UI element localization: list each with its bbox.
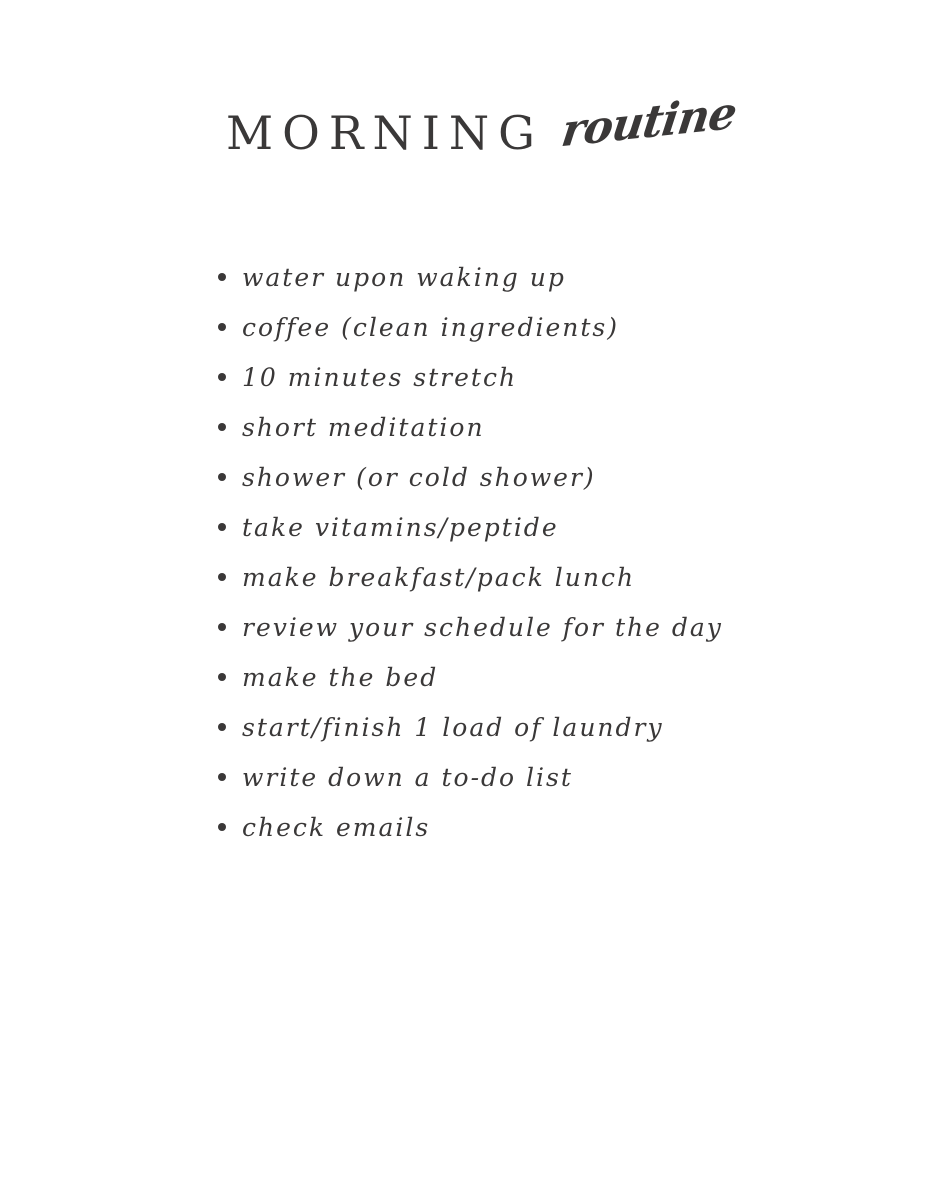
list-item-text: write down a to-do list — [242, 762, 573, 792]
bullet-icon — [218, 373, 226, 381]
list-item-text: start/finish 1 load of laundry — [242, 712, 664, 742]
list-item — [212, 802, 723, 852]
list-item-text: make breakfast/pack lunch — [242, 562, 636, 592]
list-item-text: water upon waking up — [242, 262, 566, 292]
bullet-icon — [218, 523, 226, 531]
list-item-text: review your schedule for the day — [242, 612, 723, 642]
bullet-icon — [218, 273, 226, 281]
bullet-icon — [218, 423, 226, 431]
bullet-icon — [218, 723, 226, 731]
list-item-text: make the bed — [242, 662, 439, 692]
title-script-word: routine — [558, 87, 740, 158]
list-item-text: 10 minutes stretch — [242, 362, 518, 392]
list-item-text: take vitamins/peptide — [242, 512, 559, 542]
list-item — [212, 352, 723, 402]
bullet-icon — [218, 323, 226, 331]
list-item — [212, 552, 723, 602]
list-item-text: check emails — [242, 812, 431, 842]
list-item-text: short meditation — [242, 412, 485, 442]
routine-list — [212, 252, 723, 852]
bullet-icon — [218, 673, 226, 681]
list-item — [212, 702, 723, 752]
list-item — [212, 452, 723, 502]
bullet-icon — [218, 623, 226, 631]
list-item-text: shower (or cold shower) — [242, 462, 596, 492]
list-item — [212, 652, 723, 702]
page-title — [226, 87, 746, 174]
list-item — [212, 252, 723, 302]
list-item — [212, 602, 723, 652]
bullet-icon — [218, 823, 226, 831]
title-main-word: MORNING — [226, 106, 544, 160]
bullet-icon — [218, 573, 226, 581]
bullet-icon — [218, 773, 226, 781]
list-item — [212, 752, 723, 802]
bullet-icon — [218, 473, 226, 481]
list-item — [212, 302, 723, 352]
list-item — [212, 402, 723, 452]
list-item-text: coffee (clean ingredients) — [242, 312, 619, 342]
list-item — [212, 502, 723, 552]
